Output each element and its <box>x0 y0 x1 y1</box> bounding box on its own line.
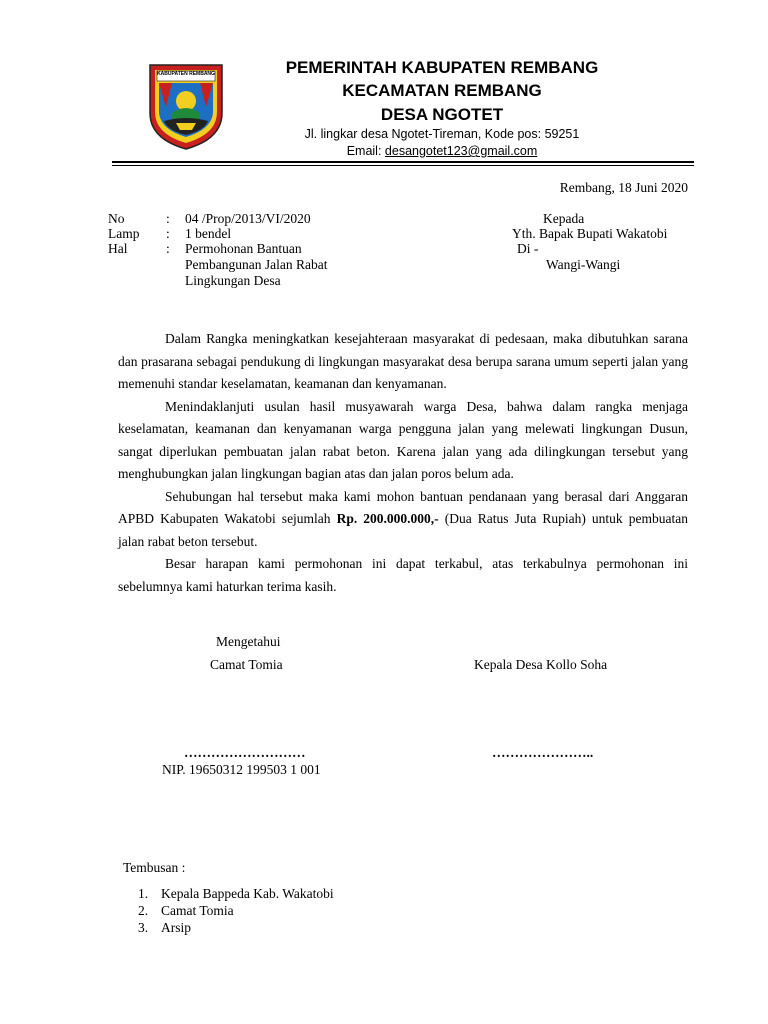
letterhead-email-line <box>200 144 684 158</box>
sign-camat-title: Camat Tomia <box>210 657 283 672</box>
letterhead-divider <box>112 161 694 166</box>
meta-colon: : <box>166 211 170 226</box>
list-item: 2. Camat Tomia <box>138 903 234 918</box>
body-paragraph-1: Dalam Rangka meningkatkan kesejahteraan masyarakat di pedesaan, maka dibutuhkan sarana dan prasarana sebagai pendukung di lingkungan masyarakat desa berupa sarana umum seperti jalan yang memenuhi standar keselamatan, keamanan dan kenyamanan. <box>118 331 688 391</box>
body-paragraph-3 <box>118 486 688 554</box>
sign-line-left: ……………………… <box>184 745 306 760</box>
recipient-kepada: Kepada <box>543 211 585 226</box>
meta-colon: : <box>166 226 170 241</box>
meta-hal-key: Hal <box>108 241 128 256</box>
sign-mengetahui: Mengetahui <box>216 634 281 649</box>
meta-lamp-value: 1 bendel <box>185 226 232 241</box>
camat-nip: NIP. 19650312 199503 1 001 <box>162 762 321 777</box>
tembusan-item-1: Kepala Bappeda Kab. Wakatobi <box>161 886 334 901</box>
meta-hal-value: Permohonan Bantuan <box>185 241 302 256</box>
meta-lamp-key: Lamp <box>108 226 140 241</box>
email-label: Email: <box>346 144 382 158</box>
tembusan-list <box>138 885 334 936</box>
meta-hal-cont-2: Lingkungan Desa <box>185 273 281 288</box>
requested-amount: Rp. 200.000.000,- <box>336 511 439 526</box>
tembusan-item-3: Arsip <box>161 920 191 935</box>
meta-no-value: 04 /Prop/2013/VI/2020 <box>185 211 311 226</box>
body-p3-pre: Sehubungan hal tersebut maka kami mohon bantuan pendanaan yang berasal dari Anggaran APBD Kabupaten Wakatobi sejumlah <box>118 488 688 526</box>
tembusan-item-2: Camat Tomia <box>161 903 234 918</box>
sign-line-right: ………………….. <box>492 745 594 760</box>
recipient-di: Di - <box>517 241 539 256</box>
place-date: Rembang, 18 Juni 2020 <box>559 180 688 195</box>
meta-hal-cont-1: Pembangunan Jalan Rabat <box>185 257 328 272</box>
email-link[interactable]: desangotet123@gmail.com <box>384 144 538 158</box>
emblem-caption: KABUPATEN REMBANG <box>157 71 215 77</box>
letterhead-line2: KECAMATAN REMBANG <box>342 81 542 100</box>
tembusan-label: Tembusan : <box>123 860 186 875</box>
sign-kades-title: Kepala Desa Kollo Soha <box>474 657 608 672</box>
meta-colon: : <box>166 241 170 256</box>
letterhead-line3: DESA NGOTET <box>380 105 504 124</box>
letter-body <box>118 328 688 598</box>
letterhead-address: Jl. lingkar desa Ngotet-Tireman, Kode pos: 59251 <box>304 127 580 141</box>
recipient-place: Wangi-Wangi <box>546 257 621 272</box>
body-paragraph-2: Menindaklanjuti usulan hasil musyawarah warga Desa, bahwa dalam rangka menjaga keselamatan, keamanan dan kenyamanan warga pengguna jalan yang melewati lingkungan Dusun, sangat diperlukan pembuatan jalan rabat beton. Karena jalan yang ada dilingkungan tersebut yang menghubungkan jalan lingkungan bagian atas dan jalan poros belum ada. <box>118 398 688 481</box>
list-item: 1. Kepala Bappeda Kab. Wakatobi <box>138 886 334 901</box>
letterhead-line1: PEMERINTAH KABUPATEN REMBANG <box>285 58 599 77</box>
body-paragraph-4: Besar harapan kami permohonan ini dapat terkabul, atas terkabulnya permohonan ini sebelumnya kami haturkan terima kasih. <box>118 556 688 594</box>
meta-no-key: No <box>108 211 125 226</box>
list-item: 3. Arsip <box>138 920 191 935</box>
recipient-yth: Yth. Bapak Bupati Wakatobi <box>512 226 668 241</box>
body-p3-post: (Dua Ratus Juta Rupiah) untuk pembuatan jalan rabat beton tersebut. <box>118 511 688 549</box>
